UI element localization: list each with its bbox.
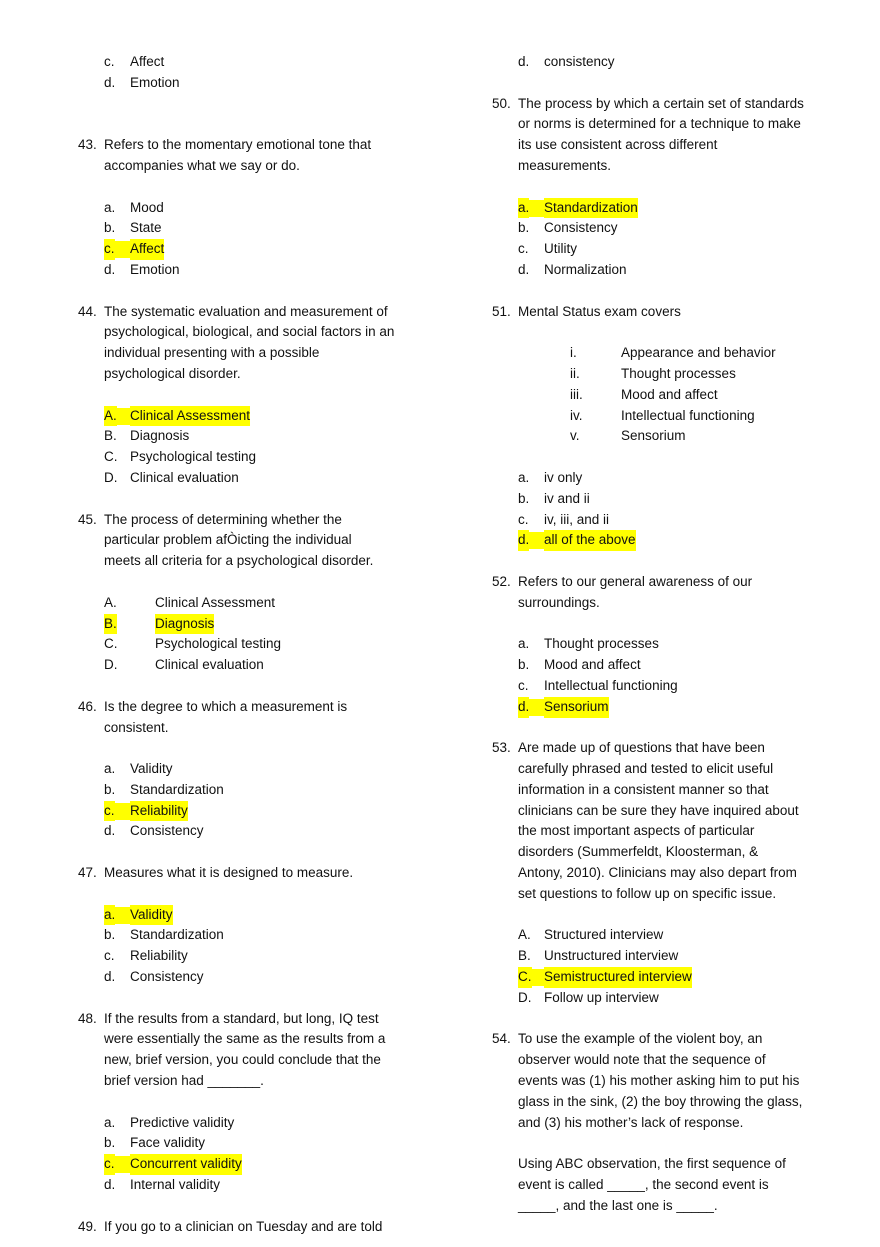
question-text: If the results from a standard, but long, IQ test (104, 1010, 379, 1026)
answer-option (78, 198, 438, 219)
option-text: Thought processes (544, 636, 659, 652)
option-text: Internal validity (130, 1177, 221, 1193)
answer-option (78, 468, 438, 489)
answer-option (492, 52, 852, 73)
option-text: Unstructured interview (544, 948, 679, 964)
option-letter: A. (518, 927, 531, 943)
question-text: Using ABC observation, the first sequence of (518, 1156, 786, 1172)
question-text: brief version had _______. (104, 1073, 264, 1089)
option-letter: d. (104, 74, 116, 90)
answer-option (492, 967, 852, 988)
question-line (492, 1029, 852, 1050)
question-text: individual presenting with a possible (104, 345, 320, 361)
roman-item (492, 406, 852, 427)
question-text: consistent. (104, 719, 169, 735)
question-line (78, 1050, 438, 1071)
answer-option (492, 925, 852, 946)
option-letter: B. (518, 948, 531, 964)
option-letter: b. (104, 781, 116, 797)
answer-option (492, 489, 852, 510)
question-text: Refers to our general awareness of our (518, 573, 753, 589)
roman-numeral: ii. (570, 365, 580, 381)
option-text: Emotion (130, 261, 180, 277)
question-number: 45. (78, 511, 97, 527)
blank-line (78, 177, 438, 198)
option-letter: b. (518, 490, 530, 506)
option-letter: c. (518, 511, 529, 527)
question-text: psychological disorder. (104, 365, 241, 381)
blank-line (78, 1196, 438, 1217)
option-text: Emotion (130, 74, 180, 90)
answer-option (78, 239, 438, 260)
question-text: Are made up of questions that have been (518, 740, 765, 756)
option-text: Affect (130, 239, 164, 260)
answer-option (492, 468, 852, 489)
option-text: iv, iii, and ii (544, 511, 610, 527)
option-text: Clinical evaluation (130, 469, 239, 485)
option-letter: d. (518, 54, 530, 69)
answer-option (78, 634, 438, 655)
question-text: To use the example of the violent boy, an (518, 1031, 763, 1047)
question-line (492, 884, 852, 905)
blank-line (78, 676, 438, 697)
option-text: consistency (544, 54, 615, 69)
option-letter: A. (104, 406, 117, 427)
option-text: Consistency (130, 969, 204, 985)
option-text: Utility (544, 241, 577, 257)
blank-line (492, 73, 852, 94)
question-number: 49. (78, 1218, 97, 1234)
question-line (78, 302, 438, 323)
question-line (492, 1175, 852, 1196)
question-text: carefully phrased and tested to elicit useful (518, 761, 774, 777)
question-text: event is called _____, the second event is (518, 1177, 769, 1193)
option-letter: c. (104, 948, 115, 964)
answer-option (78, 406, 438, 427)
blank-line (78, 1092, 438, 1113)
answer-option (492, 218, 852, 239)
blank-line (78, 385, 438, 406)
option-letter: a. (104, 199, 116, 215)
blank-line (78, 281, 438, 302)
option-letter: c. (518, 677, 529, 693)
question-line (492, 738, 852, 759)
option-letter: a. (104, 1114, 116, 1130)
option-letter: d. (104, 261, 116, 277)
option-letter: b. (104, 220, 116, 236)
question-text: If you go to a clinician on Tuesday and are told (104, 1218, 383, 1234)
answer-option (78, 426, 438, 447)
blank-line (78, 114, 438, 135)
option-text: Predictive validity (130, 1114, 235, 1130)
option-letter: c. (104, 801, 115, 822)
option-text: all of the above (544, 530, 636, 551)
option-text: iv only (544, 469, 583, 485)
option-letter: c. (104, 1154, 115, 1175)
option-letter: d. (518, 261, 530, 277)
option-text: Diagnosis (130, 428, 190, 444)
option-text: Clinical evaluation (155, 657, 264, 673)
blank-line (492, 177, 852, 198)
roman-text: Mood and affect (621, 386, 718, 402)
option-letter: D. (104, 469, 118, 485)
question-line (78, 322, 438, 343)
roman-item (492, 364, 852, 385)
question-number: 47. (78, 865, 97, 881)
answer-option (492, 988, 852, 1009)
roman-text: Appearance and behavior (621, 345, 776, 361)
option-letter: C. (518, 967, 532, 988)
option-text: Follow up interview (544, 989, 659, 1005)
option-text: Face validity (130, 1135, 206, 1151)
question-line (492, 759, 852, 780)
option-letter: C. (104, 449, 118, 465)
option-text: Reliability (130, 948, 188, 964)
question-line (78, 551, 438, 572)
question-line (492, 863, 852, 884)
answer-option (78, 614, 438, 635)
option-letter: A. (104, 594, 117, 610)
blank-line (78, 842, 438, 863)
question-line (492, 842, 852, 863)
question-number: 51. (492, 303, 511, 319)
question-text: and (3) his mother’s lack of response. (518, 1114, 744, 1130)
option-letter: a. (518, 636, 530, 652)
question-line (492, 1154, 852, 1175)
answer-option (492, 198, 852, 219)
option-text: Diagnosis (155, 614, 214, 635)
question-text: the most important aspects of particular (518, 823, 755, 839)
question-line (492, 1092, 852, 1113)
blank-line (492, 718, 852, 739)
question-text: disorders (Summerfeldt, Kloosterman, & (518, 844, 759, 860)
question-line (492, 1196, 852, 1217)
question-line (492, 801, 852, 822)
question-text: glass in the sink, (2) the boy throwing the glass, (518, 1093, 803, 1109)
answer-option (78, 260, 438, 281)
option-text: Consistency (130, 823, 204, 839)
question-text: clinicians can be sure they have inquired about (518, 802, 799, 818)
question-line (492, 821, 852, 842)
answer-option (78, 759, 438, 780)
question-text: The process of determining whether the (104, 511, 342, 527)
answer-option (78, 447, 438, 468)
blank-line (78, 988, 438, 1009)
answer-option (492, 260, 852, 281)
question-number: 54. (492, 1031, 511, 1047)
option-text: Semistructured interview (544, 967, 692, 988)
question-text: events was (1) his mother asking him to put his (518, 1073, 800, 1089)
question-line (492, 593, 852, 614)
question-line (492, 1113, 852, 1134)
option-text: Standardization (130, 781, 224, 797)
roman-numeral: i. (570, 345, 577, 361)
option-letter: D. (104, 657, 118, 673)
option-text: Consistency (544, 220, 618, 236)
option-text: Reliability (130, 801, 188, 822)
option-letter: c. (104, 54, 115, 69)
question-line (78, 1029, 438, 1050)
option-text: Validity (130, 761, 173, 777)
option-text: Concurrent validity (130, 1154, 242, 1175)
question-text: The process by which a certain set of standards (518, 95, 804, 111)
question-line (78, 530, 438, 551)
blank-line (492, 447, 852, 468)
blank-line (492, 551, 852, 572)
question-text: The systematic evaluation and measurement of (104, 303, 388, 319)
option-text: Psychological testing (130, 449, 257, 465)
answer-option (78, 593, 438, 614)
option-letter: c. (104, 239, 115, 260)
option-text: Clinical Assessment (155, 594, 276, 610)
question-text: Is the degree to which a measurement is (104, 698, 348, 714)
question-line (78, 510, 438, 531)
blank-line (78, 738, 438, 759)
question-line (492, 1071, 852, 1092)
question-line (78, 718, 438, 739)
question-line (78, 343, 438, 364)
answer-option (492, 697, 852, 718)
question-text: meets all criteria for a psychological disorder. (104, 553, 374, 569)
question-line (492, 572, 852, 593)
question-text: its use consistent across different (518, 137, 718, 153)
option-letter: b. (518, 657, 530, 673)
option-letter: b. (104, 927, 116, 943)
roman-numeral: iii. (570, 386, 583, 402)
option-text: State (130, 220, 162, 236)
question-text: measurements. (518, 157, 612, 173)
answer-option (78, 821, 438, 842)
option-letter: a. (104, 905, 115, 926)
question-line (492, 1050, 852, 1071)
blank-line (78, 489, 438, 510)
answer-option (78, 1113, 438, 1134)
answer-option (492, 530, 852, 551)
answer-option (492, 510, 852, 531)
question-number: 43. (78, 137, 97, 153)
blank-line (492, 281, 852, 302)
option-text: Mood (130, 199, 164, 215)
question-text: Refers to the momentary emotional tone that (104, 137, 372, 153)
option-text: Structured interview (544, 927, 664, 943)
question-text: particular problem afÒicting the individual (104, 532, 352, 548)
question-line (78, 1217, 438, 1238)
right-column (492, 52, 852, 1217)
option-letter: a. (518, 198, 529, 219)
roman-item (492, 426, 852, 447)
question-line (78, 697, 438, 718)
question-text: new, brief version, you could conclude that the (104, 1052, 381, 1068)
option-text: iv and ii (544, 490, 590, 506)
answer-option (78, 780, 438, 801)
question-line (492, 94, 852, 115)
question-number: 48. (78, 1010, 97, 1026)
question-text: Mental Status exam covers (518, 303, 681, 319)
question-text: surroundings. (518, 594, 600, 610)
answer-option (78, 1133, 438, 1154)
blank-line (78, 572, 438, 593)
question-number: 50. (492, 95, 511, 111)
roman-text: Thought processes (621, 365, 736, 381)
option-text: Psychological testing (155, 636, 282, 652)
question-text: were essentially the same as the results from a (104, 1031, 386, 1047)
option-letter: a. (104, 761, 116, 777)
roman-item (492, 385, 852, 406)
question-text: Antony, 2010). Clinicians may also depart from (518, 865, 797, 881)
answer-option (78, 73, 438, 94)
question-line (492, 114, 852, 135)
option-letter: d. (104, 1177, 116, 1193)
option-letter: d. (104, 969, 116, 985)
question-number: 46. (78, 698, 97, 714)
option-letter: C. (104, 636, 118, 652)
blank-line (492, 322, 852, 343)
question-number: 44. (78, 303, 97, 319)
option-text: Standardization (544, 198, 638, 219)
question-text: observer would note that the sequence of (518, 1052, 766, 1068)
question-line (78, 1071, 438, 1092)
left-column (78, 52, 438, 1237)
blank-line (78, 884, 438, 905)
question-line (78, 135, 438, 156)
question-line (492, 1133, 852, 1154)
question-text: psychological, biological, and social factors in an (104, 324, 395, 340)
question-line (78, 156, 438, 177)
blank-line (492, 1009, 852, 1030)
question-line (78, 863, 438, 884)
option-letter: d. (518, 697, 529, 718)
question-line (492, 156, 852, 177)
option-letter: b. (104, 1135, 116, 1151)
roman-numeral: v. (570, 428, 580, 444)
answer-option (78, 905, 438, 926)
option-letter: D. (518, 989, 532, 1005)
blank-line (492, 905, 852, 926)
option-letter: b. (518, 220, 530, 236)
option-text: Intellectual functioning (544, 677, 678, 693)
answer-option (492, 946, 852, 967)
option-letter: B. (104, 428, 117, 444)
option-text: Clinical Assessment (130, 406, 250, 427)
question-line (78, 364, 438, 385)
option-letter: c. (518, 241, 529, 257)
answer-option (492, 634, 852, 655)
option-letter: d. (104, 823, 116, 839)
option-text: Normalization (544, 261, 627, 277)
roman-numeral: iv. (570, 407, 583, 423)
option-text: Standardization (130, 927, 224, 943)
question-text: set questions to follow up on specific issue. (518, 885, 777, 901)
blank-line (78, 94, 438, 115)
roman-text: Intellectual functioning (621, 407, 755, 423)
roman-text: Sensorium (621, 428, 686, 444)
answer-option (78, 967, 438, 988)
option-letter: a. (518, 469, 530, 485)
question-number: 52. (492, 573, 511, 589)
answer-option (78, 801, 438, 822)
answer-option (492, 655, 852, 676)
answer-option (78, 655, 438, 676)
blank-line (492, 614, 852, 635)
answer-option (492, 676, 852, 697)
answer-option (78, 218, 438, 239)
question-text: accompanies what we say or do. (104, 157, 300, 173)
question-text: or norms is determined for a technique to make (518, 116, 801, 132)
option-letter: d. (518, 530, 529, 551)
roman-item (492, 343, 852, 364)
question-line (492, 135, 852, 156)
option-letter: B. (104, 614, 117, 635)
option-text: Mood and affect (544, 657, 641, 673)
answer-option (492, 239, 852, 260)
question-number: 53. (492, 740, 511, 756)
option-text: Validity (130, 905, 173, 926)
answer-option (78, 1154, 438, 1175)
option-text: Sensorium (544, 697, 609, 718)
answer-option (78, 925, 438, 946)
question-text: _____, and the last one is _____. (518, 1197, 718, 1213)
answer-option (78, 1175, 438, 1196)
option-text: Affect (130, 54, 165, 69)
answer-option (78, 52, 438, 73)
question-text: Measures what it is designed to measure. (104, 865, 354, 881)
question-line (492, 780, 852, 801)
question-text: information in a consistent manner so that (518, 781, 769, 797)
question-line (492, 302, 852, 323)
question-line (78, 1009, 438, 1030)
answer-option (78, 946, 438, 967)
